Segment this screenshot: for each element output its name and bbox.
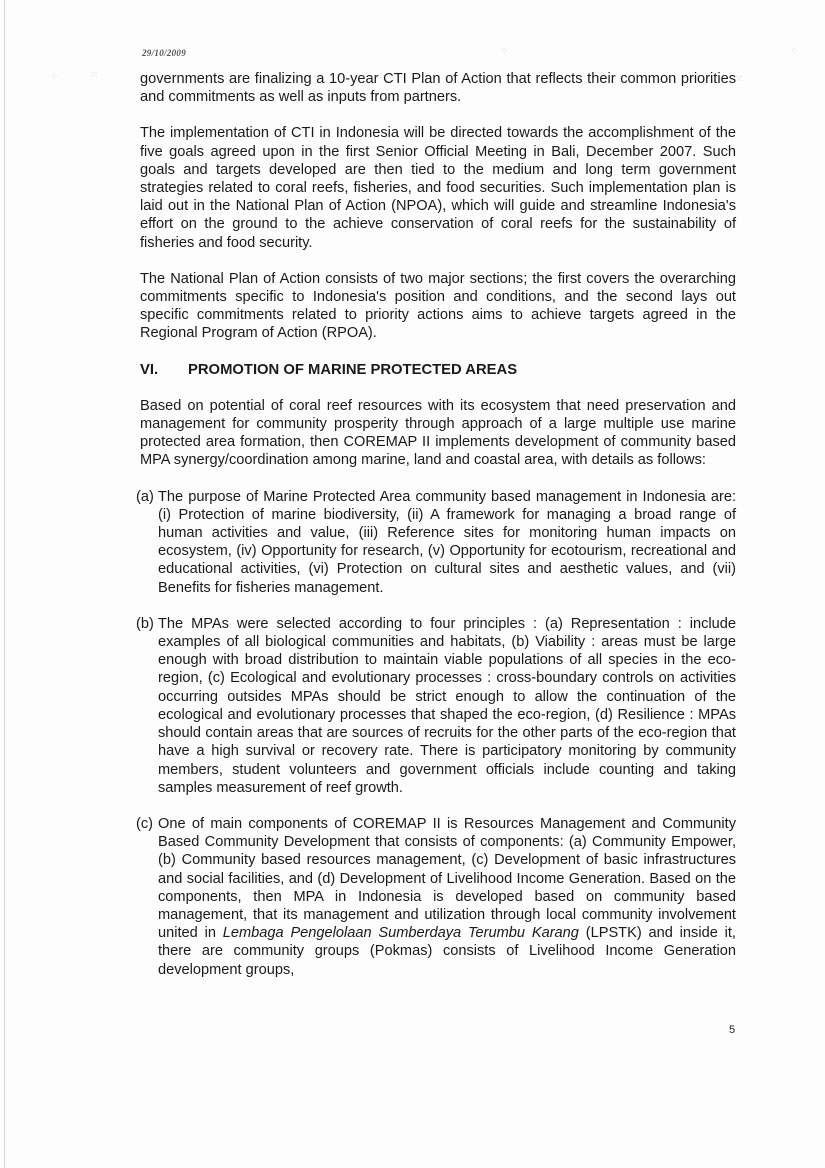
list-item-text: The MPAs were selected according to four principles : (a) Representation : include examples of all biological communities and habitats, (b) Viability : areas must be large enough with broad distribution to maintain viable populations of all species in the eco-region, (c) Ecological and evolutionary processes : cross-boundary controls on activities occurring outsides MPAs should be strict enough to allow the continuation of the ecological and evolutionary processes that shaped the eco-region, (d) Resilience : MPAs should contain areas that are sources of recruits for the other parts of the eco-region that have a high survival or recovery rate. There is participatory monitoring by community members, student volunteers and government officials include counting and taking samples measurement of reef growth.: [158, 615, 736, 796]
paragraph-npoa: The National Plan of Action consists of two major sections; the first covers the overarching commitments specific to Indonesia's position and conditions, and the second lays out specific commitments related to priority actions aims to achieve targets agreed in the Regional Program of Action (RPOA).: [140, 270, 736, 342]
scan-noise: ⁙: [735, 74, 744, 85]
section-title: PROMOTION OF MARINE PROTECTED AREAS: [188, 361, 518, 378]
paragraph-continued: governments are finalizing a 10-year CTI Plan of Action that reflects their common priorities and commitments as well as inputs from partners.: [140, 71, 736, 106]
italic-institution-name: Lembaga Pengelolaan Sumberdaya Terumbu Karang: [222, 925, 579, 942]
list-marker: (a): [136, 488, 154, 505]
scan-noise: ⁘: [50, 72, 59, 83]
list-item-text: The purpose of Marine Protected Area community based management in Indonesia are: (i) Protection of marine biodiversity, (ii) A framework for managing a broad range of human activities and value, (iii) Reference sites for monitoring human impacts on ecosystem, (iv) Opportunity for research, (v) Opportunity for ecotourism, recreational and educational activities, (vi) Protection on cultural sites and aesthetic values, and (vii) Benefits for fisheries management.: [158, 488, 736, 596]
list-item-c: [136, 815, 736, 979]
list-marker: (b): [136, 615, 154, 632]
section-intro-paragraph: Based on potential of coral reef resources with its ecosystem that need preservation and management for community prosperity through approach of a large multiple use marine protected area formation, then COREMAP II implements development of community based MPA synergy/coordination among marine, land and coastal area, with details as follows:: [140, 397, 736, 469]
page-number: 5: [729, 1024, 736, 1036]
fax-date-stamp: 29/10/2009: [142, 48, 187, 58]
list-item-text: [158, 815, 736, 979]
list-item-b: [136, 615, 736, 797]
list-item-text-part: (LPSTK) and inside it, there are community groups (Pokmas) consists of Livelihood Income Generation development groups,: [158, 925, 736, 978]
list-marker: (c): [136, 815, 154, 832]
scan-edge-line: [4, 0, 5, 1168]
document-body: [136, 70, 736, 979]
section-heading: [140, 361, 736, 379]
scan-noise: ⁙: [90, 70, 99, 81]
section-number: VI.: [140, 361, 159, 378]
paragraph-cti-implementation: The implementation of CTI in Indonesia will be directed towards the accomplishment of the five goals agreed upon in the first Senior Official Meeting in Bali, December 2007. Such goals and targets developed are then tied to the medium and long term government strategies related to coral reefs, fisheries, and food securities. Such implementation plan is laid out in the National Plan of Action (NPOA), which will guide and streamline Indonesia's effort on the ground to the achieve conservation of coral reefs for the sustainability of fisheries and food security.: [140, 125, 736, 251]
list-item-a: [136, 488, 736, 597]
scan-noise: ⁘: [500, 46, 509, 57]
list-item-text-part: One of main components of COREMAP II is Resources Management and Community Based Community Development that consists of components: (a) Community Empower, (b) Community based resources management, (c) Development of basic infrastructures and social facilities, and (d) Development of Livelihood Income Generation. Based on the components, then MPA in Indonesia is developed based on community based management, that its management and utilization through local community involvement united in: [158, 815, 736, 942]
scan-noise: ⁘: [790, 46, 799, 57]
